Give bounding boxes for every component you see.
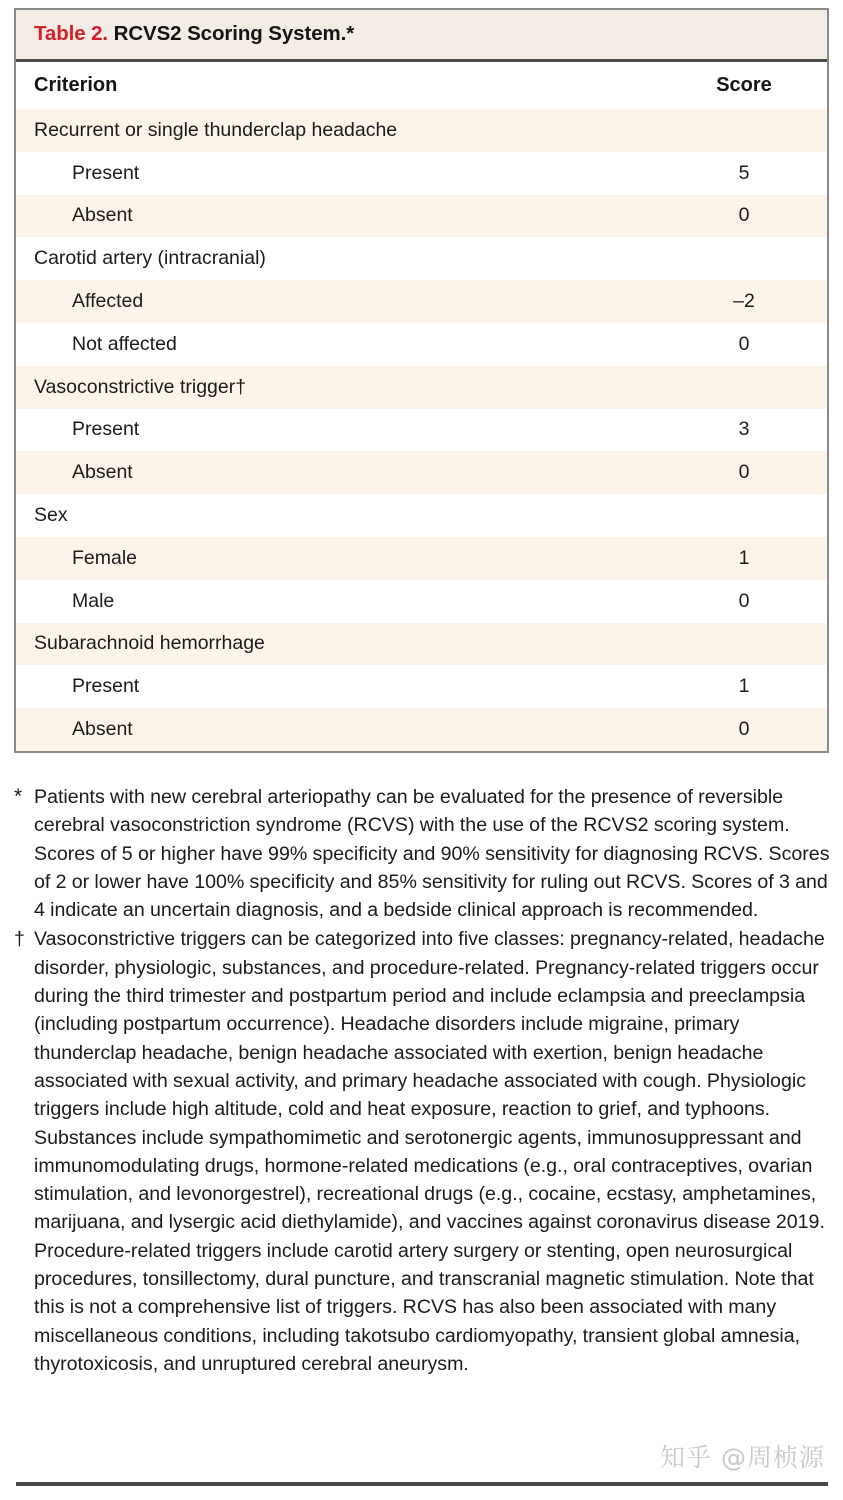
- criterion-option-label: Male: [72, 589, 115, 612]
- table-row: [16, 409, 827, 452]
- table-caption: [16, 10, 827, 62]
- table-column-headers: [16, 62, 827, 109]
- score-value: 5: [738, 161, 750, 184]
- table-row: [16, 451, 827, 494]
- criterion-group-label: Subarachnoid hemorrhage: [34, 632, 265, 655]
- criterion-group-label: Recurrent or single thunderclap headache: [34, 118, 398, 141]
- criterion-option-label: Present: [72, 161, 140, 184]
- criterion-group-label: Sex: [34, 504, 68, 527]
- table-row: [16, 152, 827, 195]
- scoring-table: [14, 8, 829, 753]
- footnote-asterisk: [14, 783, 832, 924]
- table-row: [16, 237, 827, 280]
- criterion-option-label: Female: [72, 546, 138, 569]
- table-row: [16, 580, 827, 623]
- criterion-option-label: Present: [72, 675, 140, 698]
- table-row: [16, 109, 827, 152]
- criterion-option-label: Affected: [72, 290, 144, 313]
- table-number: Table 2.: [34, 22, 109, 45]
- score-value: 0: [738, 718, 750, 741]
- criterion-group-label: Carotid artery (intracranial): [34, 247, 266, 270]
- table-row: [16, 494, 827, 537]
- footnote-dagger: [14, 925, 832, 1378]
- zhihu-watermark: 知乎 @周桢源: [660, 1443, 825, 1472]
- table-footnotes: [14, 783, 832, 1379]
- score-value: 0: [738, 204, 750, 227]
- score-value: 3: [738, 418, 750, 441]
- table-row: [16, 366, 827, 409]
- footnote-asterisk-text: Patients with new cerebral arteriopathy can be evaluated for the presence of reversible cerebral vasoconstriction syndrome (RCVS) with the use of the RCVS2 scoring system. Scores of 5 or higher have 99% specificity and 90% sensitivity for diagnosing RCVS. Scores of 2 or lower have 100% specificity and 85% sensitivity for ruling out RCVS. Scores of 3 and 4 indicate an uncertain diagnosis, and a bedside clinical approach is recommended.: [34, 786, 830, 922]
- criterion-option-label: Absent: [72, 204, 133, 227]
- criterion-option-label: Present: [72, 418, 140, 441]
- score-value: 0: [738, 461, 750, 484]
- column-header-criterion: Criterion: [34, 74, 118, 96]
- column-header-score: Score: [716, 74, 772, 96]
- criterion-option-label: Absent: [72, 718, 133, 741]
- score-value: 0: [738, 589, 750, 612]
- table-row: [16, 195, 827, 238]
- footnote-asterisk-marker: *: [14, 785, 23, 808]
- criterion-option-label: Absent: [72, 461, 133, 484]
- criterion-group-label: Vasoconstrictive trigger†: [34, 375, 247, 398]
- footnote-dagger-marker: †: [14, 928, 25, 951]
- table-caption-text: RCVS2 Scoring System.*: [113, 22, 355, 45]
- table-body: [16, 109, 827, 751]
- score-value: 0: [738, 332, 750, 355]
- score-value: 1: [738, 675, 750, 698]
- footnote-dagger-text: Vasoconstrictive triggers can be categorized into five classes: pregnancy-related, headache disorder, physiologic, substances, and procedure-related. Pregnancy-related triggers occur during the third trimester and postpartum period and include eclampsia and preeclampsia (including postpartum occurrence). Headache disorders include migraine, primary thunderclap headache, benign headache associated with exertion, benign headache associated with sexual activity, and primary headache associated with cough. Physiologic triggers include high altitude, cold and heat exposure, reaction to grief, and typhoons. Substances include sympathomimetic and serotonergic agents, immunosuppressant and immunomodulating drugs, hormone-related medications (e.g., oral contraceptives, ovarian stimulation, and levonorgestrel), recreational drugs (e.g., cocaine, ecstasy, amphetamines, marijuana, and lysergic acid diethylamide), and vaccines against coronavirus disease 2019. Procedure-related triggers include carotid artery surgery or stenting, open neurosurgical procedures, tonsillectomy, dural puncture, and transcranial magnetic stimulation. Note that this is not a comprehensive list of triggers. RCVS has also been associated with many miscellaneous conditions, including takotsubo cardiomyopathy, transient global amnesia, thyrotoxicosis, and unruptured cerebral aneurysm.: [34, 928, 825, 1375]
- score-value: –2: [733, 290, 755, 313]
- table-row: [16, 623, 827, 666]
- table-row: [16, 708, 827, 751]
- table-row: [16, 665, 827, 708]
- score-value: 1: [738, 546, 750, 569]
- page-bottom-rule: [16, 1482, 828, 1486]
- criterion-option-label: Not affected: [72, 332, 177, 355]
- table-row: [16, 323, 827, 366]
- table-row: [16, 537, 827, 580]
- table-row: [16, 280, 827, 323]
